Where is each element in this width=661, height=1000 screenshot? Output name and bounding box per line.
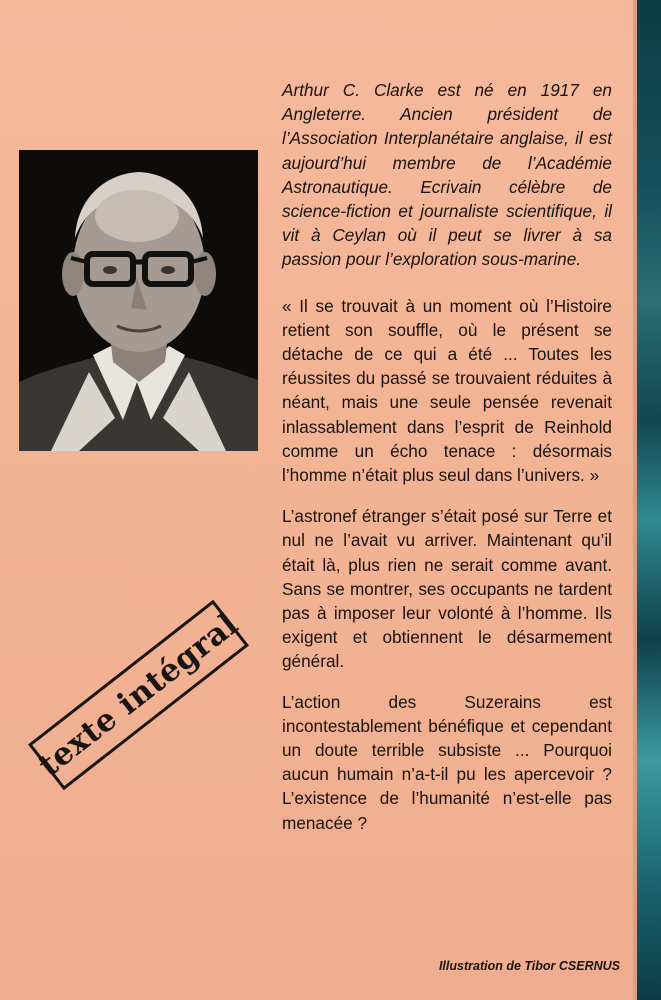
book-quote: « Il se trouvait à un moment où l’Histoire retient son souffle, où le présent se détache de ce qui a été ... Toutes les réussites du passé se trouvaient réduites à néant, mais une seule pensée revenait inlassablement dans l’esprit de Reinhold comme un écho tenace : désormais l’homme n’était plus seul dans l’univers. » <box>282 295 612 486</box>
stamp-frame <box>28 600 249 790</box>
front-cover-edge <box>633 0 661 1000</box>
stamp-label: texte intégral <box>31 606 246 784</box>
synopsis-paragraph-2: L’action des Suzerains est incontestablement bénéfique et cependant un doute terrible subsiste ... Pourquoi aucun humain n’a-t-il pu les apercevoir ? L’existence de l’humanité n’est-elle pas menacée ? <box>282 691 612 833</box>
illustration-credit: Illustration de Tibor CSERNUS <box>438 959 620 973</box>
texte-integral-stamp <box>13 598 262 794</box>
author-bio: Arthur C. Clarke est né en 1917 en Angleterre. Ancien président de l’Association Interplanétaire anglaise, il est aujourd’hui membre de l’Académie Astronautique. Ecrivain célèbre de science-fiction et journaliste scientifique, il vit à Ceylan où il peut se livrer à sa passion pour l’exploration sous-marine. <box>282 80 612 270</box>
synopsis-paragraph: L’astronef étranger s’était posé sur Terre et nul ne l’avait vu arriver. Maintenant qu’il était là, plus rien ne serait comme avant. Sans se montrer, ses occupants ne tardent pas à imposer leur volonté à l’homme. Ils exigent et obtiennent le désarmement général. <box>282 506 612 672</box>
back-cover-text <box>282 78 612 835</box>
author-photo <box>19 150 258 451</box>
